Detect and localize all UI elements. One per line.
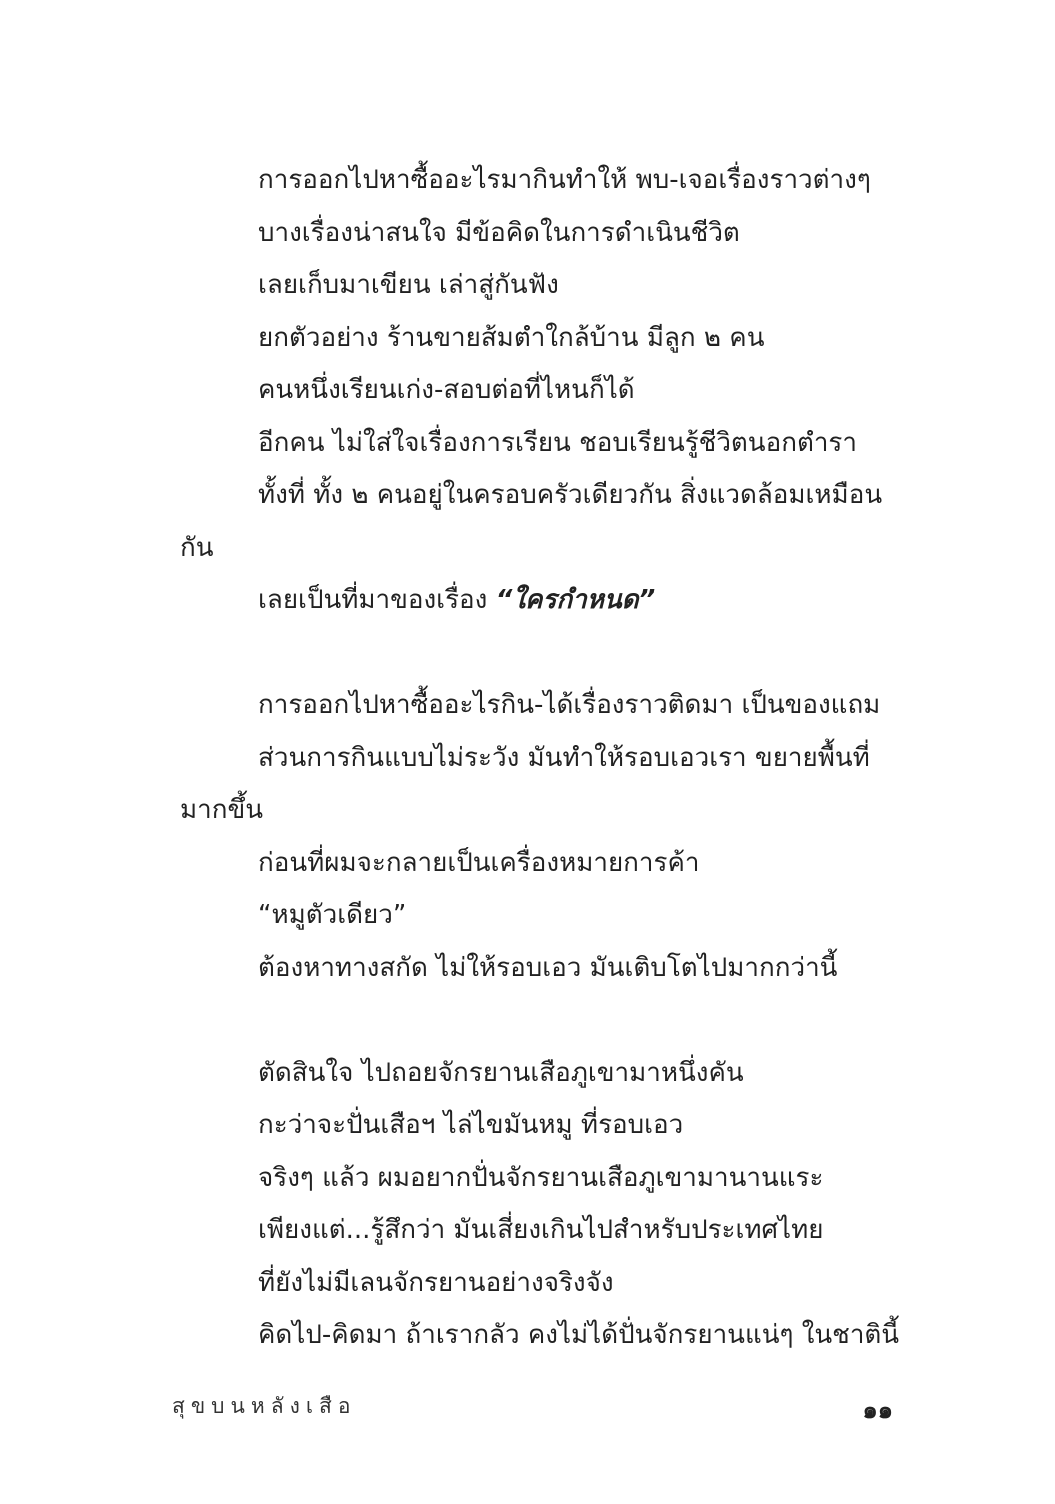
- text-line: เลยเก็บมาเขียน เล่าสู่กันฟัง: [258, 270, 559, 300]
- text-line: ก่อนที่ผมจะกลายเป็นเครื่องหมายการค้า: [258, 847, 700, 878]
- text-line: คิดไป-คิดมา ถ้าเรากลัว คงไม่ได้ปั่นจักรยานแน่ๆ ในชาตินี้: [258, 1320, 900, 1350]
- text-line-wrap: กัน: [180, 532, 214, 563]
- text-fragment: เลยเป็นที่มาของเรื่อง: [258, 585, 496, 615]
- text-line: เพียงแต่...รู้สึกว่า มันเสี่ยงเกินไปสำหรับประเทศไทย: [258, 1215, 824, 1245]
- text-line: ทั้งที่ ทั้ง ๒ คนอยู่ในครอบครัวเดียวกัน สิ่งแวดล้อมเหมือน: [258, 480, 883, 510]
- text-line: อีกคน ไม่ใส่ใจเรื่องการเรียน ชอบเรียนรู้ชีวิตนอกตำรา: [258, 427, 857, 458]
- text-line: ตัดสินใจ ไปถอยจักรยานเสือภูเขามาหนึ่งคัน: [258, 1057, 744, 1088]
- text-line: บางเรื่องน่าสนใจ มีข้อคิดในการดำเนินชีวิต: [258, 217, 740, 248]
- text-line: [180, 574, 895, 627]
- text-line: ยกตัวอย่าง ร้านขายส้มตำใกล้บ้าน มีลูก ๒ คน: [258, 322, 765, 353]
- text-line: การออกไปหาซื้ออะไรกิน-ได้เรื่องราวติดมา เป็นของแถม: [258, 690, 881, 720]
- text-line-wrap: มากขึ้น: [180, 795, 264, 825]
- text-line: “หมูตัวเดียว”: [258, 900, 407, 930]
- paragraph-spacer: [180, 627, 895, 680]
- text-line: ส่วนการกินแบบไม่ระวัง มันทำให้รอบเอวเรา ขยายพื้นที่: [258, 742, 870, 773]
- text-line: คนหนึ่งเรียนเก่ง-สอบต่อที่ไหนก็ได้: [258, 375, 635, 405]
- story-title-emphasis: “ใครกำหนด”: [495, 585, 656, 615]
- page-number: ๑๑: [862, 1396, 893, 1424]
- text-line: จริงๆ แล้ว ผมอยากปั่นจักรยานเสือภูเขามานานแระ: [258, 1162, 824, 1193]
- running-footer-book-title: สุขบนหลังเสือ: [172, 1394, 357, 1418]
- text-line: การออกไปหาซื้ออะไรมากินทำให้ พบ-เจอเรื่องราวต่างๆ: [258, 165, 871, 195]
- text-line: ที่ยังไม่มีเลนจักรยานอย่างจริงจัง: [258, 1267, 614, 1298]
- text-line: ต้องหาทางสกัด ไม่ให้รอบเอว มันเติบโตไปมากกว่านี้: [258, 952, 838, 983]
- body-text: [180, 154, 900, 1362]
- paragraph-spacer: [180, 994, 895, 1047]
- text-line: กะว่าจะปั่นเสือฯ ไล่ไขมันหมู ที่รอบเอว: [258, 1110, 684, 1140]
